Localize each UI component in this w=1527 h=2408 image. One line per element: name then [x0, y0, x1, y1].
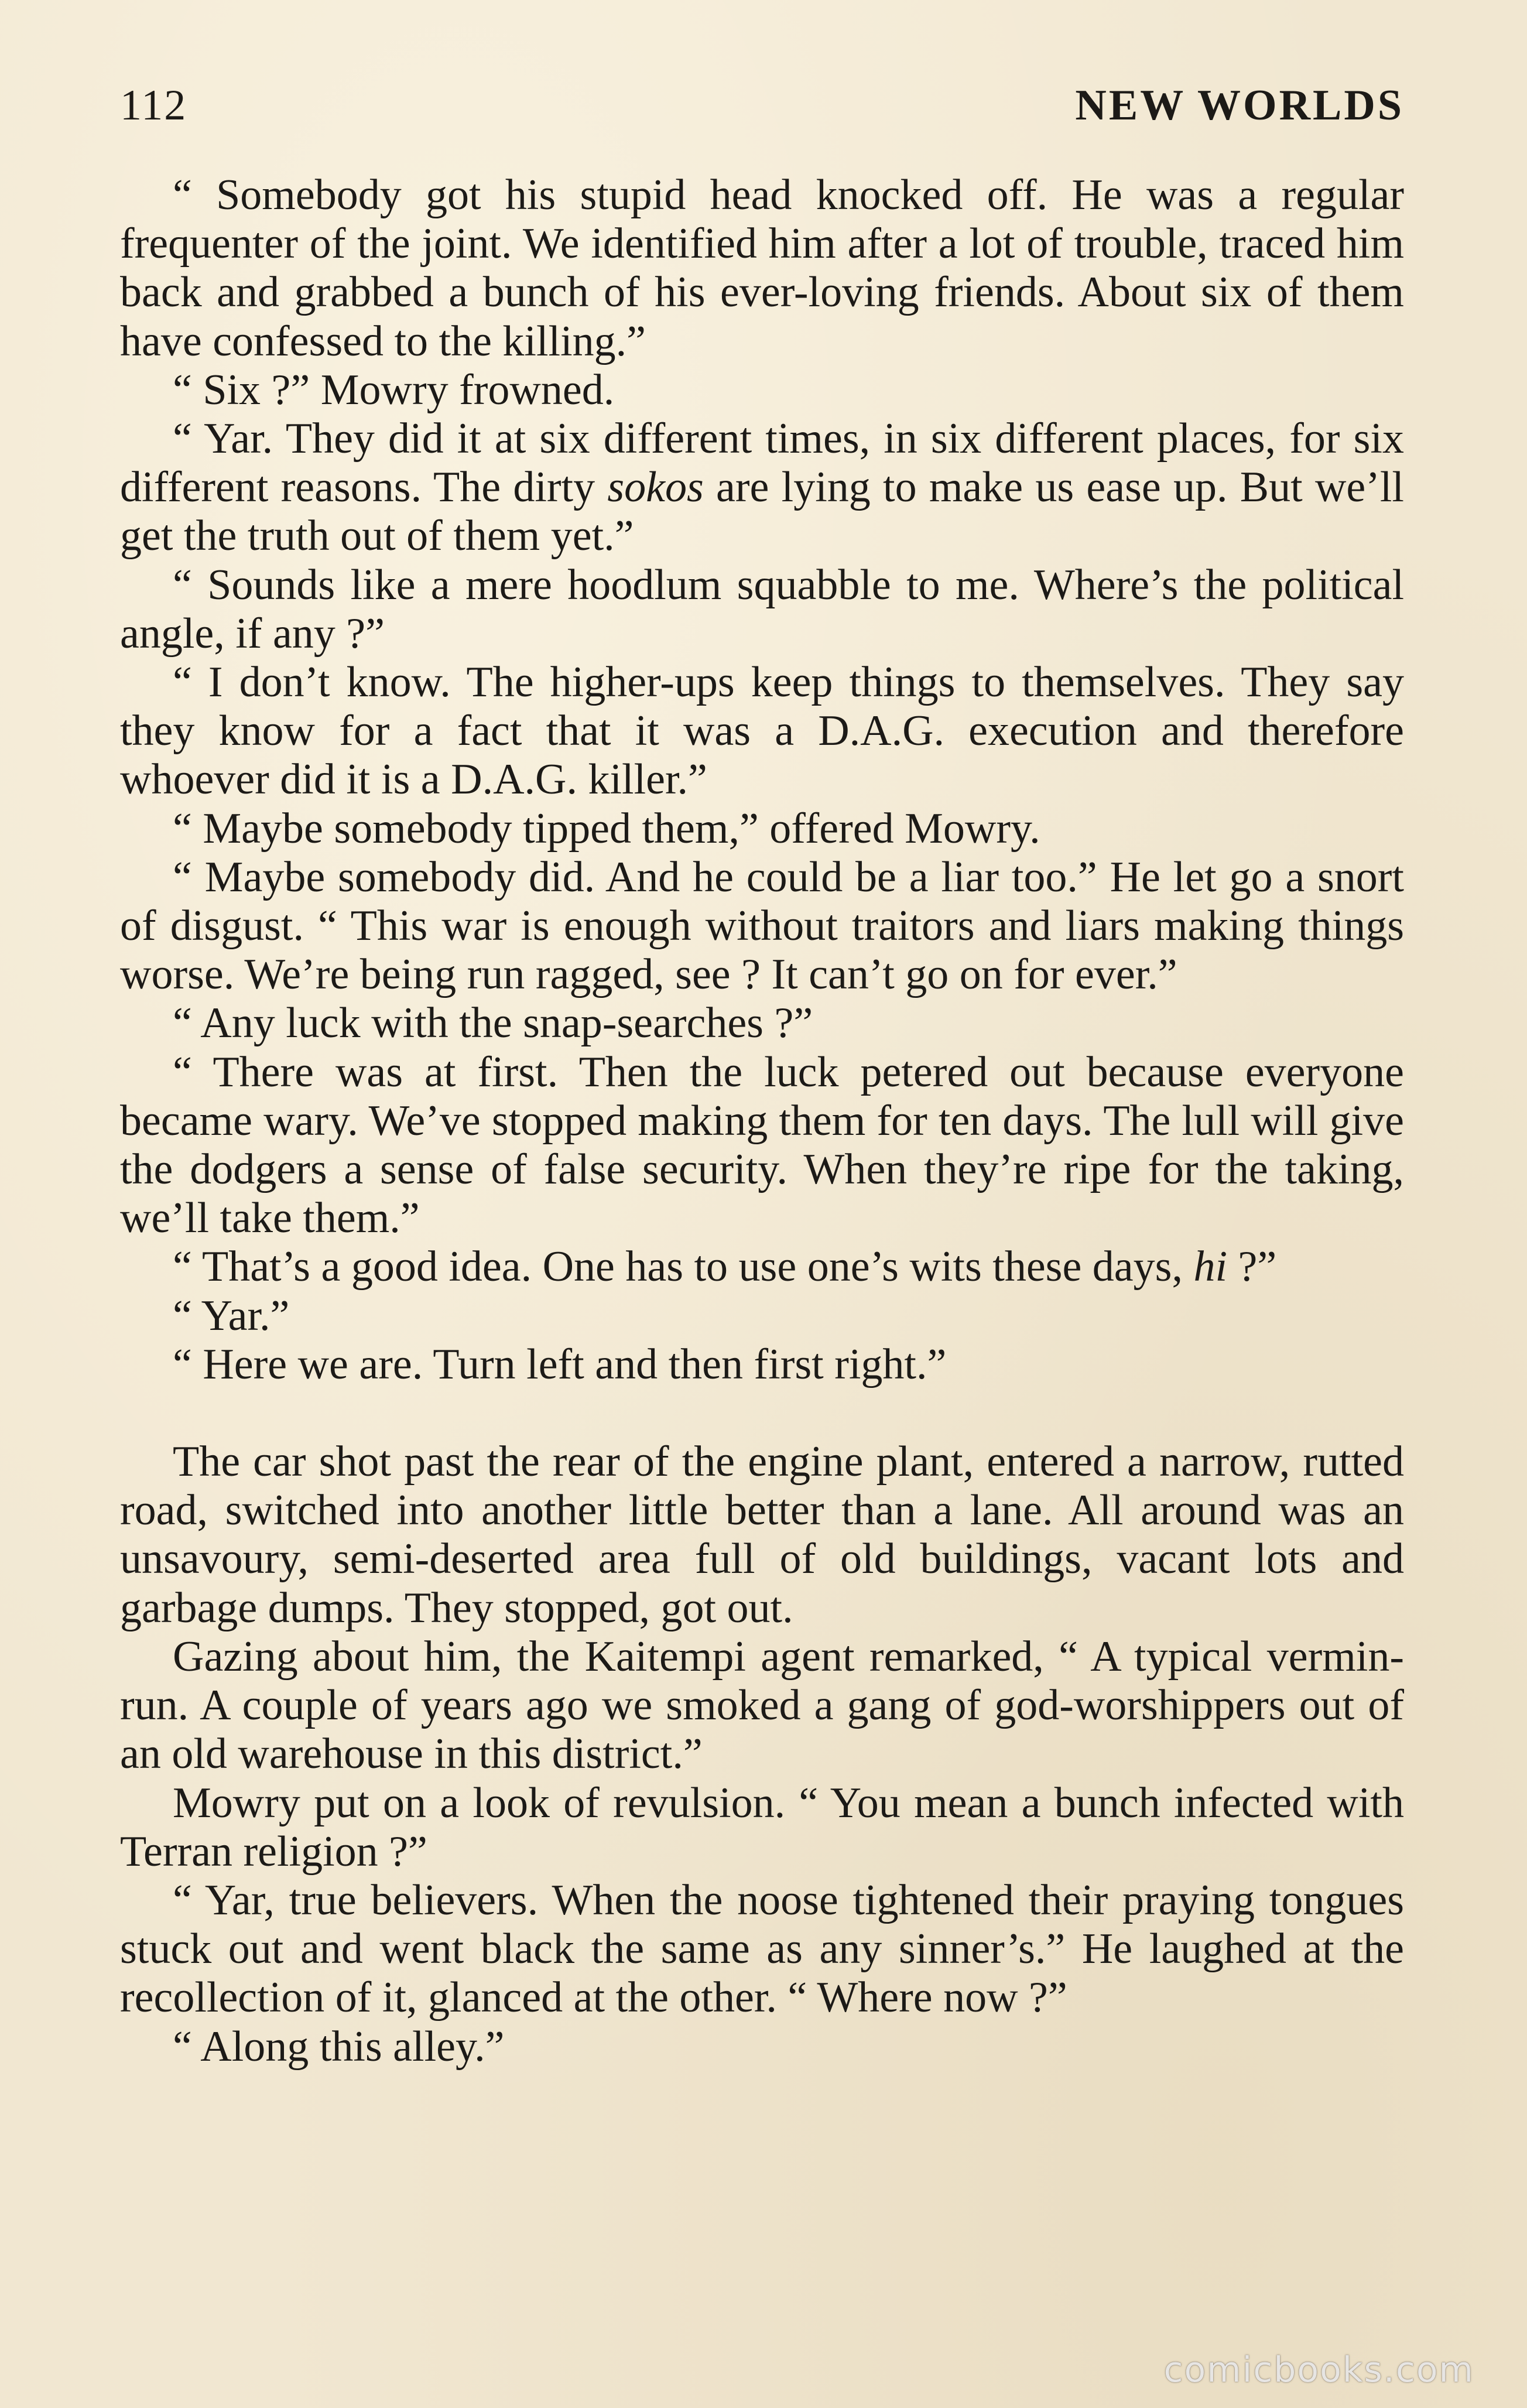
paragraph: “ Maybe somebody tipped them,” offered Mowry.	[173, 804, 1040, 853]
paragraph: The car shot past the rear of the engine plant, entered a narrow, rutted road, switched into another little better than a lane. All around was an unsavoury, semi-deserted area full of old buildings, vacant lots and garbage dumps. They stopped, got out.	[120, 1438, 1404, 1632]
paragraph: “ Yar.”	[173, 1291, 290, 1340]
paragraph: Gazing about him, the Kaitempi agent remarked, “ A typical vermin-run. A couple of years ago we smoked a gang of god-worshippers out of an old warehouse in this district.”	[120, 1632, 1404, 1778]
page-number: 112	[120, 81, 187, 129]
body-text	[120, 171, 1404, 2071]
paragraph-text: “ That’s a good idea. One has to use one’s wits these days,	[173, 1243, 1194, 1291]
paragraph: Mowry put on a look of revulsion. “ You mean a bunch infected with Terran religion ?”	[120, 1778, 1404, 1876]
paragraph: “ Along this alley.”	[173, 2022, 505, 2071]
paragraph: “ Any luck with the snap-searches ?”	[173, 999, 813, 1048]
paragraph: “ Here we are. Turn left and then first right.”	[173, 1340, 947, 1388]
paragraph-text: “ Yar. They did it at six different times, in six different places, for six different reasons. The dirty	[120, 415, 1404, 512]
paragraph	[120, 1243, 1404, 1291]
paragraph: “ I don’t know. The higher-ups keep things to themselves. They say they know for a fact that it was a D.A.G. execution and therefore whoever did it is a D.A.G. killer.”	[120, 658, 1404, 804]
italic-word: hi	[1193, 1243, 1228, 1291]
paragraph: “ There was at first. Then the luck petered out because everyone became wary. We’ve stopped making them for ten days. The lull will give the dodgers a sense of false security. When they’re ripe for the taking, we’ll take them.”	[120, 1048, 1404, 1243]
watermark: comicbooks.com	[1163, 2349, 1474, 2390]
paragraph: “ Yar, true believers. When the noose tightened their praying tongues stuck out and went black the same as any sinner’s.” He laughed at the recollection of it, glanced at the other. “ Where now ?”	[120, 1876, 1404, 2022]
paragraph: “ Sounds like a mere hoodlum squabble to me. Where’s the political angle, if any ?”	[120, 560, 1404, 658]
paragraph: “ Six ?” Mowry frowned.	[173, 365, 615, 414]
italic-word: sokos	[607, 463, 704, 512]
paragraph-text: ?”	[1227, 1243, 1277, 1291]
section-break	[120, 1389, 1404, 1438]
running-title: NEW WORLDS	[1075, 81, 1404, 129]
paragraph	[120, 415, 1404, 561]
paragraph-text: are lying to make us ease up. But we’ll get the truth out of them yet.”	[120, 463, 1404, 560]
paragraph: “ Somebody got his stupid head knocked off. He was a regular frequenter of the joint. We identified him after a lot of trouble, traced him back and grabbed a bunch of his ever-loving friends. About six of them have confessed to the killing.”	[120, 171, 1404, 365]
paragraph: “ Maybe somebody did. And he could be a liar too.” He let go a snort of disgust. “ This war is enough without traitors and liars making things worse. We’re being run ragged, see ? It can’t go on for ever.”	[120, 853, 1404, 999]
running-header	[120, 76, 1404, 135]
